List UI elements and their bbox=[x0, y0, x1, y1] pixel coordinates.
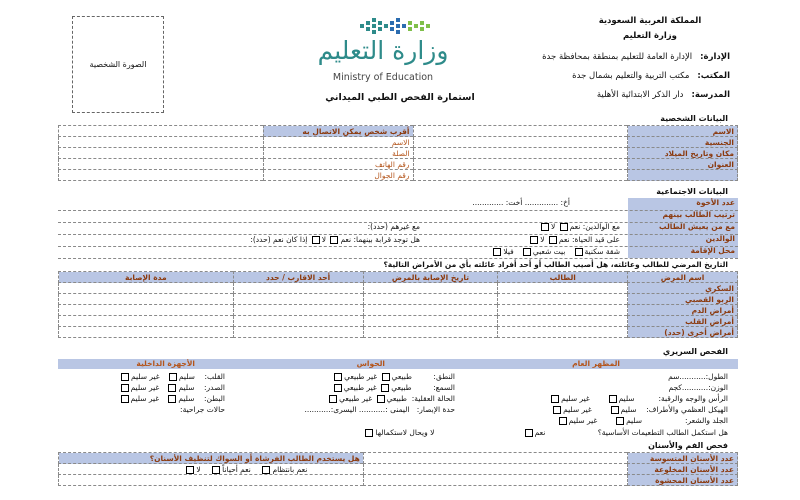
admin-value: الإدارة العامة للتعليم بمنطقة بمحافظة جدة bbox=[542, 52, 693, 62]
senses-title: الحواس bbox=[356, 359, 385, 368]
lives-yes-checkbox[interactable] bbox=[560, 223, 568, 231]
skin-sound-checkbox[interactable] bbox=[616, 417, 624, 425]
table-row bbox=[59, 316, 738, 327]
head-not-sound-checkbox[interactable] bbox=[551, 395, 559, 403]
address-field[interactable] bbox=[413, 159, 628, 170]
brush-question: هل يستخدم الطالب الفرشاة أو السواك لتنظيف الأسنان؟ bbox=[59, 453, 364, 464]
relative-header: أحد الاقارب / حدد bbox=[233, 272, 363, 283]
internal-organs-title: الأجهزة الداخلية bbox=[136, 359, 195, 368]
diabetes-label: السكري bbox=[628, 283, 738, 294]
other-disease-label: أمراض أخرى (حدد) bbox=[628, 327, 738, 338]
residence-label: محل الإقامة bbox=[690, 246, 735, 255]
mental-row: الحالة العقلية: طبيعي غير طبيعي bbox=[327, 394, 455, 403]
kinship-question: هل توجد قرابة بينهما: نعم لا إذا كان نعم (حدد): bbox=[250, 235, 420, 244]
asthma-label: الربو القصبي bbox=[628, 294, 738, 305]
table-row bbox=[59, 126, 738, 137]
table-row bbox=[59, 272, 738, 283]
table-row bbox=[59, 294, 738, 305]
brothers-label: عدد الأخوة bbox=[696, 198, 735, 207]
heart-row: القلب: سليم غير سليم bbox=[119, 372, 225, 381]
filled-field[interactable] bbox=[363, 475, 627, 486]
heart-disease-label: أمراض القلب bbox=[628, 316, 738, 327]
mobile-label: رقم الجوال bbox=[263, 170, 413, 181]
clinical-section-title: الفحص السريري bbox=[662, 347, 728, 356]
extracted-label: عدد الأسنان المخلوعة bbox=[628, 464, 738, 475]
decayed-label: عدد الأسنان المتسوسة bbox=[628, 453, 738, 464]
residence-options: شقة سكنية بيت شعبي فيلا bbox=[491, 247, 620, 256]
alive-no-checkbox[interactable] bbox=[530, 236, 538, 244]
name-field[interactable] bbox=[413, 126, 628, 137]
contact-name-label: الاسم bbox=[263, 137, 413, 148]
table-row bbox=[59, 453, 738, 464]
dental-table bbox=[58, 452, 738, 486]
school-value: دار الذكر الابتدائية الأهلية bbox=[596, 90, 684, 100]
contact-field[interactable] bbox=[59, 126, 264, 137]
address-label: العنوان bbox=[628, 159, 738, 170]
brush-regular-checkbox[interactable] bbox=[262, 466, 270, 474]
student-header: الطالب bbox=[498, 272, 628, 283]
table-row bbox=[59, 137, 738, 148]
photo-label: الصورة الشخصية bbox=[89, 60, 147, 69]
skin-not-sound-checkbox[interactable] bbox=[559, 417, 567, 425]
villa-checkbox[interactable] bbox=[493, 248, 501, 256]
brush-sometimes-checkbox[interactable] bbox=[212, 466, 220, 474]
nationality-field[interactable] bbox=[413, 137, 628, 148]
history-table bbox=[58, 271, 738, 338]
skeleton-row: الهيكل العظمي والأطراف: سليم غير سليم bbox=[551, 405, 728, 414]
brush-options: نعم بانتظام نعم أحياناً لا bbox=[59, 464, 364, 475]
onset-header: تاريخ الإصابة بالمرض bbox=[363, 272, 498, 283]
hearing-normal-checkbox[interactable] bbox=[381, 384, 389, 392]
disease-header: اسم المرض bbox=[628, 272, 738, 283]
dental-section-title: فحص الفم والأسنان bbox=[648, 441, 728, 450]
weight-field[interactable]: الوزن:...........كجم bbox=[668, 383, 728, 392]
head-row: الرأس والوجه والرقبة: سليم غير سليم bbox=[549, 394, 728, 403]
parents-alive: على قيد الحياة: نعم لا bbox=[528, 235, 620, 244]
brush-no-checkbox[interactable] bbox=[186, 466, 194, 474]
kingdom-name: المملكة العربية السعودية bbox=[598, 16, 702, 26]
vaccination-no-checkbox[interactable] bbox=[365, 429, 373, 437]
chest-sound-checkbox[interactable] bbox=[168, 384, 176, 392]
birth-label: مكان وتاريخ الميلاد bbox=[628, 148, 738, 159]
history-section-title: التاريخ المرضي للطالب وعائلته، هل أصيب الطالب أو أحد أفراد عائلته بأي من الأمراض التالية؟ bbox=[383, 260, 728, 269]
height-field[interactable]: الطول:...........سم bbox=[668, 372, 728, 381]
lives-with-label-inline: مع الوالدين: bbox=[582, 222, 620, 231]
extracted-field[interactable] bbox=[363, 464, 627, 475]
table-row bbox=[59, 283, 738, 294]
office-value: مكتب التربية والتعليم بشمال جدة bbox=[572, 71, 690, 81]
surgical-field[interactable]: حالات جراحية: bbox=[180, 405, 225, 414]
order-label: ترتيب الطالب بينهم bbox=[662, 210, 735, 219]
hearing-abnormal-checkbox[interactable] bbox=[334, 384, 342, 392]
skeleton-sound-checkbox[interactable] bbox=[611, 406, 619, 414]
mental-normal-checkbox[interactable] bbox=[377, 395, 385, 403]
chest-row: الصدر: سليم غير سليم bbox=[119, 383, 225, 392]
table-row bbox=[59, 475, 738, 486]
logo-dots-icon bbox=[360, 18, 460, 38]
table-row bbox=[59, 327, 738, 338]
parents-label: الوالدين bbox=[705, 234, 735, 243]
head-sound-checkbox[interactable] bbox=[609, 395, 617, 403]
school-label: المدرسة: bbox=[691, 90, 730, 100]
decayed-field[interactable] bbox=[363, 453, 627, 464]
mobile-field[interactable] bbox=[59, 170, 264, 181]
logo-arabic-text: وزارة التعليم bbox=[317, 36, 449, 65]
heart-not-sound-checkbox[interactable] bbox=[121, 373, 129, 381]
photo-placeholder[interactable] bbox=[72, 16, 164, 113]
heart-sound-checkbox[interactable] bbox=[169, 373, 177, 381]
abdomen-sound-checkbox[interactable] bbox=[168, 395, 176, 403]
kinship-no-checkbox[interactable] bbox=[312, 236, 320, 244]
abdomen-not-sound-checkbox[interactable] bbox=[121, 395, 129, 403]
house-checkbox[interactable] bbox=[523, 248, 531, 256]
lives-no-checkbox[interactable] bbox=[541, 223, 549, 231]
kinship-yes-checkbox[interactable] bbox=[330, 236, 338, 244]
lives-with-parents: مع الوالدين: نعم لا bbox=[539, 222, 620, 231]
name-label: الاسم bbox=[628, 126, 738, 137]
table-row bbox=[59, 159, 738, 170]
relation-field[interactable] bbox=[59, 148, 264, 159]
vaccination-row: هل استكمل الطالب التطعيمات الأساسية؟ نعم لا ويحال لاستكمالها bbox=[363, 428, 728, 437]
social-section-title: البيانات الاجتماعية bbox=[656, 187, 728, 196]
birth-field[interactable] bbox=[413, 148, 628, 159]
skeleton-not-sound-checkbox[interactable] bbox=[553, 406, 561, 414]
vision-row: حدة الإبصار: اليمنى :........... اليسرى:........... bbox=[304, 405, 455, 414]
filled-label: عدد الأسنان المحشوة bbox=[628, 475, 738, 486]
vaccination-yes-checkbox[interactable] bbox=[525, 429, 533, 437]
office-label: المكتب: bbox=[697, 71, 730, 81]
phone-label: رقم الهاتف bbox=[263, 159, 413, 170]
contact-title: أقرب شخص يمكن الاتصال به bbox=[263, 126, 413, 137]
ministry-name: وزارة التعليم bbox=[623, 31, 677, 41]
phone-field[interactable] bbox=[59, 159, 264, 170]
speech-abnormal-checkbox[interactable] bbox=[334, 373, 342, 381]
form-title: استمارة الفحص الطبي الميداني bbox=[325, 92, 475, 103]
alive-yes-checkbox[interactable] bbox=[549, 236, 557, 244]
mental-abnormal-checkbox[interactable] bbox=[329, 395, 337, 403]
general-appearance-title: المظهر العام bbox=[572, 359, 620, 368]
personal-data-table bbox=[58, 125, 738, 181]
nationality-label: الجنسية bbox=[628, 137, 738, 148]
table-row bbox=[59, 305, 738, 316]
table-row bbox=[59, 464, 738, 475]
blood-label: أمراض الدم bbox=[628, 305, 738, 316]
logo-english-text: Ministry of Education bbox=[332, 72, 434, 83]
lives-with-label: مع من يعيش الطالب bbox=[659, 222, 735, 231]
table-row bbox=[59, 170, 738, 181]
admin-label: الإدارة: bbox=[700, 52, 730, 62]
social-labels-band bbox=[628, 198, 738, 258]
brothers-count-text[interactable]: أخ: .............. أخت: ............. bbox=[472, 198, 570, 207]
hearing-row: السمع: طبيعي غير طبيعي bbox=[332, 383, 455, 392]
contact-name-field[interactable] bbox=[59, 137, 264, 148]
speech-row: النطق: طبيعي غير طبيعي bbox=[332, 372, 455, 381]
apartment-checkbox[interactable] bbox=[575, 248, 583, 256]
ministry-logo bbox=[300, 18, 510, 83]
relation-label: الصلة bbox=[263, 148, 413, 159]
skin-row: الجلد والشعر: سليم غير سليم bbox=[557, 416, 728, 425]
abdomen-row: البطن: سليم غير سليم bbox=[119, 394, 226, 403]
speech-normal-checkbox[interactable] bbox=[382, 373, 390, 381]
duration-header: مدة الإصابة bbox=[59, 272, 234, 283]
header-admin-block bbox=[480, 14, 730, 103]
chest-not-sound-checkbox[interactable] bbox=[121, 384, 129, 392]
personal-section-title: البيانات الشخصية bbox=[660, 114, 728, 123]
lives-with-others[interactable]: مع غيرهم (حدد): bbox=[367, 222, 420, 231]
table-row bbox=[59, 148, 738, 159]
